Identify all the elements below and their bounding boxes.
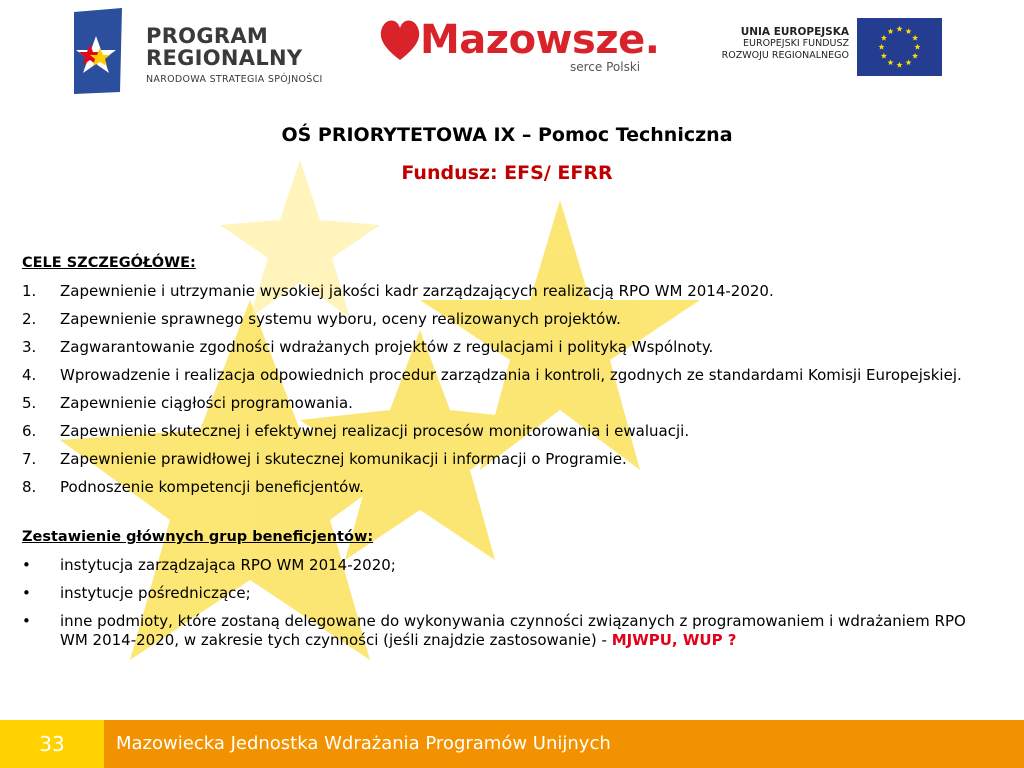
list-item-number: 6. — [22, 422, 37, 440]
footer-bar — [0, 720, 1024, 768]
list-item-number: 2. — [22, 310, 37, 328]
list-item — [22, 450, 982, 469]
list-item-number: 1. — [22, 282, 37, 300]
list-item — [22, 478, 982, 497]
list-item — [22, 338, 982, 357]
program-logo-line3: NARODOWA STRATEGIA SPÓJNOŚCI — [146, 74, 323, 85]
goals-heading: CELE SZCZEGÓŁÓWE: — [22, 255, 196, 271]
list-item — [22, 612, 982, 650]
heart-icon — [378, 14, 422, 64]
list-item-text: Zapewnienie prawidłowej i skutecznej komunikacji i informacji o Programie. — [60, 450, 627, 468]
list-item-text: Zapewnienie ciągłości programowania. — [60, 394, 353, 412]
list-item-number: 3. — [22, 338, 37, 356]
bullet-icon: • — [22, 612, 31, 630]
main-content — [22, 254, 982, 659]
list-item — [22, 556, 982, 575]
list-item-text: Zapewnienie sprawnego systemu wyboru, oceny realizowanych projektów. — [60, 310, 621, 328]
star-flag-icon — [70, 8, 130, 94]
list-item-text: Zagwarantowanie zgodności wdrażanych projektów z regulacjami i polityką Wspólnoty. — [60, 338, 714, 356]
bullet-icon: • — [22, 584, 31, 602]
list-item-number: 7. — [22, 450, 37, 468]
page-number: 33 — [0, 720, 104, 768]
list-item — [22, 394, 982, 413]
list-item — [22, 366, 982, 385]
eu-logo-line2: EUROPEJSKI FUNDUSZ — [743, 38, 849, 49]
list-item-number: 5. — [22, 394, 37, 412]
beneficiaries-heading: Zestawienie głównych grup beneficjentów: — [22, 529, 374, 545]
footer-text: Mazowiecka Jednostka Wdrażania Programów Unijnych — [104, 720, 1024, 768]
mazowsze-tagline: serce Polski — [570, 60, 641, 74]
list-item-text: Podnoszenie kompetencji beneficjentów. — [60, 478, 364, 496]
mazowsze-wordmark: Mazowsze. — [420, 17, 660, 63]
list-item-number: 8. — [22, 478, 37, 496]
list-item-number: 4. — [22, 366, 37, 384]
program-logo-line1: PROGRAM — [146, 24, 269, 48]
bullet-icon: • — [22, 556, 31, 574]
list-item-text: instytucje pośredniczące; — [60, 584, 251, 602]
page-subtitle: Fundusz: EFS/ EFRR — [401, 162, 613, 184]
highlight-text: MJWPU, WUP ? — [611, 631, 737, 649]
mazowsze-logo — [378, 14, 668, 84]
list-item — [22, 310, 982, 329]
program-regionalny-logo — [70, 8, 350, 94]
list-item-text: Wprowadzenie i realizacja odpowiednich procedur zarządzania i kontroli, zgodnych ze standardami Komisji Europejskiej. — [60, 366, 962, 384]
list-item — [22, 422, 982, 441]
list-item-text: inne podmioty, które zostaną delegowane do wykonywania czynności związanych z programowaniem i wdrażaniem RPO WM 2014-2020, w zakresie tych czynności (jeśli znajdzie zastosowanie) - — [60, 612, 966, 649]
eu-logo-line3: ROZWOJU REGIONALNEGO — [721, 50, 849, 61]
program-logo-line2: REGIONALNY — [146, 46, 303, 70]
goals-list — [22, 282, 982, 497]
page-title: OŚ PRIORYTETOWA IX – Pomoc Techniczna — [281, 124, 733, 146]
eu-logo-line1: UNIA EUROPEJSKA — [740, 26, 849, 38]
list-item — [22, 584, 982, 603]
program-regionalny-text — [146, 25, 323, 85]
list-item-text: instytucja zarządzająca RPO WM 2014-2020; — [60, 556, 396, 574]
eu-flag-icon — [857, 18, 942, 76]
eu-logo — [700, 18, 945, 78]
logo-bar — [0, 0, 1024, 100]
eu-logo-text — [722, 26, 849, 62]
list-item-text: Zapewnienie skutecznej i efektywnej realizacji procesów monitorowania i ewaluacji. — [60, 422, 690, 440]
list-item — [22, 282, 982, 301]
list-item-text: Zapewnienie i utrzymanie wysokiej jakości kadr zarządzających realizacją RPO WM 2014-2020. — [60, 282, 774, 300]
beneficiaries-list — [22, 556, 982, 650]
